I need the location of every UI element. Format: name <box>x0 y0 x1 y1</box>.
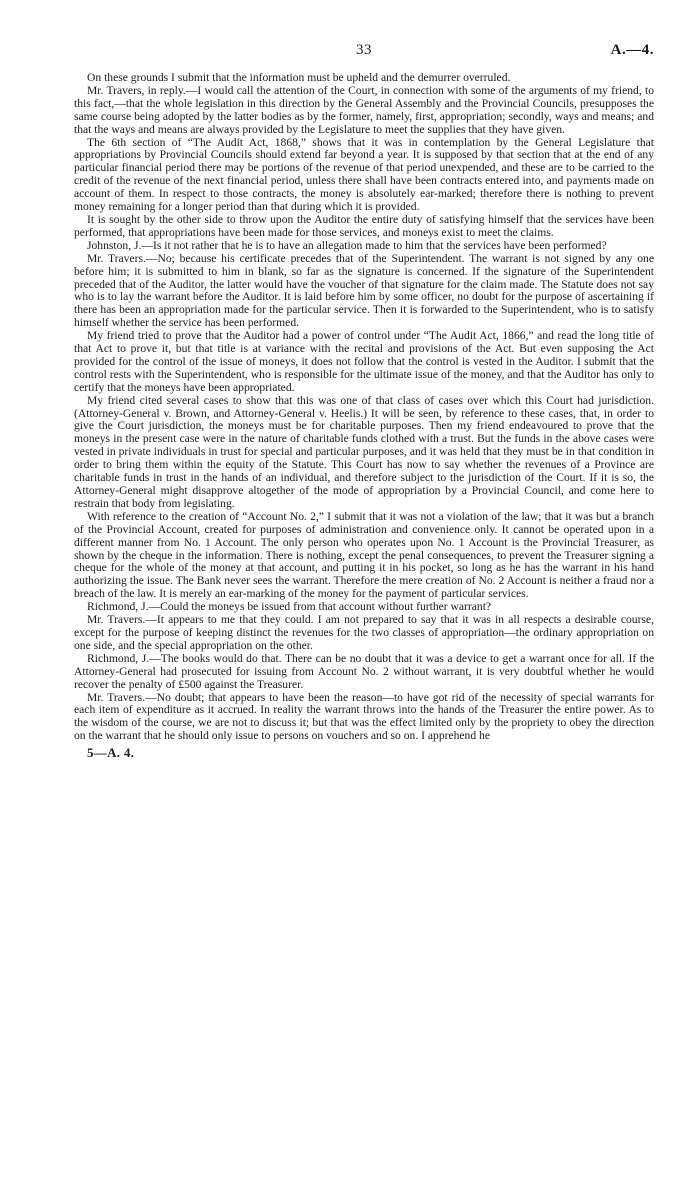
paragraph: Mr. Travers, in reply.—I would call the attention of the Court, in connection with some of the arguments of my friend, to this fact,—that the whole legislation in this direction by the General Assembly and the Provincial Councils, presupposes the same course being adopted by the latter bodies as by the former, namely, first, appropriation; secondly, ways and means; and that the ways and means are always provided by the Legislature to meet the supplies that they have given. <box>74 83 654 136</box>
document-reference: A.—4. <box>610 42 654 58</box>
paragraph: The 6th section of “The Audit Act, 1868,” shows that it was in contemplation by the General Legislature that appropriations by Provincial Councils should extend far beyond a year. It is supposed by that section that at the end of any particular financial period there may be portions of the revenue of that period unexpended, and these are to be carried to the credit of the revenue of the next financial period, unless there shall have been contracts entered into, and payments made on account of them. In respect to those contracts, the money is absolutely ear-marked; therefore there is nothing to prevent money remaining for a longer period than that during which it is provided. <box>74 135 654 214</box>
body-text <box>74 72 654 743</box>
paragraph: Richmond, J.—The books would do that. There can be no doubt that it was a device to get a warrant once for all. If the Attorney-General had prosecuted for issuing from Account No. 2 without warrant, it is very doubtful whether he would recover the penalty of £500 against the Treasurer. <box>74 651 654 691</box>
paragraph: My friend cited several cases to show that this was one of that class of cases over which this Court had jurisdiction. (Attorney-General v. Brown, and Attorney-General v. Heelis.) It will be seen, by reference to these cases, that, in order to give the Court jurisdiction, the moneys must be for charitable purposes. Then my friend endeavoured to prove that the moneys in the present case were in the nature of charitable funds clothed with a trust. But the funds in the above cases were vested in private individuals in trust for special and particular purposes, and it was held that they must be in that condition in order to bring them within the equity of the Statute. This Court has now to say whether the revenues of a Province are charitable funds in trust in the hands of an individual, and therefore subject to the jurisdiction of the Court. If it is so, the Attorney-General might disapprove altogether of the mode of appropriation by a Provincial Council, and come here to restrain that body from legislating. <box>74 393 654 510</box>
page-number: 33 <box>356 42 372 58</box>
signature-mark: 5—A. 4. <box>87 745 135 761</box>
paragraph: It is sought by the other side to throw upon the Auditor the entire duty of satisfying himself that the services have been performed, that appropriations have been made for those services, and moneys exist to meet the claims. <box>74 212 654 239</box>
paragraph: Johnston, J.—Is it not rather that he is to have an allegation made to him that the services have been performed? <box>87 238 607 252</box>
page-header <box>74 42 654 72</box>
paragraph: Mr. Travers.—No; because his certificate precedes that of the Superintendent. The warrant is not signed by any one before him; it is submitted to him in blank, so far as the signature is concerned. If the signature of the Superintendent preceded that of the Auditor, the latter would have the voucher of that signature for the claim made. The Statute does not say who is to lay the warrant before the Auditor. It is laid before him by some officer, no doubt for the purpose of ascertaining if there has been an appropriation made for the particular service. Then it is forwarded to the Superintendent, who is to satisfy himself whether the service has been performed. <box>74 251 654 330</box>
paragraph: Mr. Travers.—No doubt; that appears to have been the reason—to have got rid of the necessity of special warrants for each item of expenditure as it accrued. In reality the warrant throws into the hands of the Treasurer the entire power. As to the wisdom of the course, we are not to discuss it; but that was the effect limited only by the propriety to obey the direction on the warrant that he should only issue to persons on vouchers and so on. I apprehend he <box>74 690 654 743</box>
paragraph: Richmond, J.—Could the moneys be issued from that account without further warrant? <box>87 600 492 614</box>
paragraph: With reference to the creation of “Account No. 2,” I submit that it was not a violation of the law; that it was but a branch of the Provincial Account, created for purposes of administration and convenience only. It cannot be operated upon in a different manner from No. 1 Account. The only person who operates upon No. 1 Account is the Provincial Treasurer, as shown by the cheque in the information. There is nothing, except the penal consequences, to prevent the Treasurer signing a cheque for the whole of the money at that account, and putting it in his pocket, so long as he has the warrant in his hand authorizing the issue. The Bank never sees the warrant. Therefore the mere creation of No. 2 Account is neither a fraud nor a breach of the law. It is merely an ear-marking of the money for the payment of particular services. <box>74 509 654 601</box>
paragraph: My friend tried to prove that the Auditor had a power of control under “The Audit Act, 1866,” and read the long title of that Act to prove it, but that title is at variance with the recital and provisions of the Act. But even supposing the Act provided for the control of the issue of moneys, it does not follow that the control is vested in the Auditor. I submit that the control rests with the Superintendent, who is responsible for the ultimate issue of the money, and that the Auditor has only to certify that the moneys have been appropriated. <box>74 329 654 394</box>
paragraph: Mr. Travers.—It appears to me that they could. I am not prepared to say that it was in all respects a desirable course, except for the purpose of keeping distinct the revenues for the two classes of appropriation—the ordinary appropriation on one side, and the special appropriation on the other. <box>74 613 654 652</box>
paragraph: On these grounds I submit that the information must be upheld and the demurrer overruled. <box>87 71 511 84</box>
